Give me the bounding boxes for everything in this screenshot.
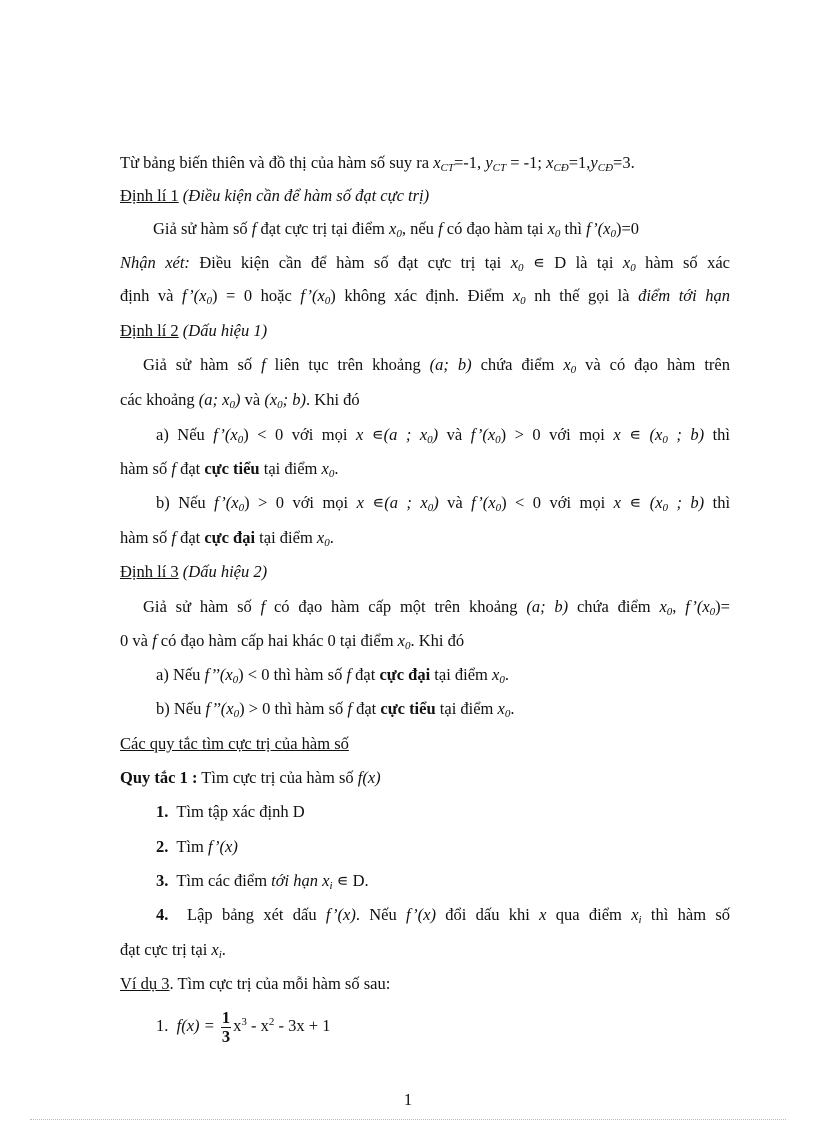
text: a) Nếu xyxy=(156,665,205,684)
var: x xyxy=(563,355,571,374)
heading-desc: (Dấu hiệu 1) xyxy=(182,321,268,340)
subscript: 0 xyxy=(427,502,434,514)
text: Giả sử hàm số xyxy=(143,355,262,374)
text: Tìm các điểm xyxy=(176,871,272,890)
subscript: CT xyxy=(492,162,507,174)
text: =1, xyxy=(568,153,591,172)
subscript: 0 xyxy=(662,502,669,514)
var: f’(x xyxy=(470,425,496,444)
emphasis: cực tiểu xyxy=(204,459,260,478)
item-number: 1. xyxy=(156,1016,169,1035)
text: . Nếu xyxy=(355,905,407,924)
text: đạt cực trị tại xyxy=(120,940,212,959)
text: b) Nếu xyxy=(156,699,206,718)
step-number: 4. xyxy=(156,905,169,924)
subscript: 0 xyxy=(328,468,335,480)
text: )= xyxy=(715,597,730,616)
superscript: 2 xyxy=(268,1016,275,1028)
text: thì xyxy=(704,493,731,512)
theorem-3-heading xyxy=(120,561,730,583)
subscript: 0 xyxy=(427,434,433,446)
var: x xyxy=(355,425,364,444)
interval: (x xyxy=(264,390,278,409)
var: x xyxy=(512,286,521,305)
step-2 xyxy=(156,836,766,858)
formula-lhs: f(x) = xyxy=(176,1016,219,1035)
heading: Định lí 1 xyxy=(120,186,179,205)
text: ) > 0 với mọi xyxy=(500,425,614,444)
fraction xyxy=(221,1009,231,1046)
subscript: i xyxy=(218,949,222,961)
text: . xyxy=(504,665,509,684)
var: f xyxy=(438,219,443,238)
text: và có đạo hàm trên xyxy=(576,355,730,374)
text: Tìm xyxy=(176,837,208,856)
interval: ; b) xyxy=(282,390,307,409)
emphasis: cực đại xyxy=(204,528,256,547)
subscript: 0 xyxy=(237,434,244,446)
interval: (a; b) xyxy=(526,597,569,616)
text: ∊ xyxy=(620,425,650,444)
subscript: 0 xyxy=(229,399,235,411)
var: f xyxy=(251,219,257,238)
emphasis: cực tiểu xyxy=(380,699,436,718)
text: - x xyxy=(246,1016,269,1035)
interval: (a ; x xyxy=(384,493,428,512)
subscript: i xyxy=(329,880,333,892)
var: f’(x) xyxy=(406,905,436,924)
text-line xyxy=(120,285,730,307)
text: thì xyxy=(560,219,587,238)
var: x xyxy=(546,153,554,172)
var: x xyxy=(613,493,621,512)
subscript: 0 xyxy=(570,364,577,376)
var: x xyxy=(492,665,500,684)
step-3 xyxy=(156,870,766,892)
term: điểm tới hạn xyxy=(638,286,730,305)
var: f(x) xyxy=(357,768,381,787)
var: y xyxy=(590,153,598,172)
interval: (x xyxy=(649,493,663,512)
text: , nếu xyxy=(401,219,439,238)
text: Điều kiện cần để hàm số đạt cực trị tại xyxy=(189,253,511,272)
var: f’(x xyxy=(586,219,611,238)
var: x xyxy=(316,528,325,547)
text: đổi dấu khi xyxy=(435,905,540,924)
text: hàm số xyxy=(120,459,172,478)
subscript: 0 xyxy=(277,399,283,411)
var: f’’(x xyxy=(204,665,233,684)
var: x xyxy=(613,425,621,444)
text: . xyxy=(334,459,339,478)
var: f xyxy=(261,355,266,374)
text: thì xyxy=(704,425,731,444)
text: 0 và xyxy=(120,631,153,650)
subscript: 0 xyxy=(499,674,505,686)
theorem-1-heading xyxy=(120,185,730,207)
interval: ) xyxy=(235,390,241,409)
subscript: 0 xyxy=(324,537,330,549)
interval: (a; b) xyxy=(429,355,472,374)
var: x xyxy=(389,219,397,238)
interval: (a; x xyxy=(198,390,230,409)
subscript: 0 xyxy=(233,708,240,720)
subscript: 0 xyxy=(324,295,331,307)
interval: ; b) xyxy=(668,493,705,512)
text: chứa điểm xyxy=(471,355,564,374)
text: có đạo hàm cấp một trên khoảng xyxy=(265,597,527,616)
interval: (a ; x xyxy=(383,425,428,444)
text: qua điểm xyxy=(546,905,632,924)
subscript: i xyxy=(638,914,642,926)
text: Giả sử hàm số xyxy=(143,597,261,616)
text: ) < 0 với mọi xyxy=(243,425,356,444)
text: , xyxy=(672,597,686,616)
subscript: 0 xyxy=(206,295,212,307)
var: f xyxy=(347,699,352,718)
text-line xyxy=(156,492,730,514)
subscript: 0 xyxy=(518,262,524,274)
footer-rule xyxy=(30,1119,786,1120)
subscript: 0 xyxy=(630,262,636,274)
text: đạt xyxy=(351,699,381,718)
subscript: CT xyxy=(440,162,454,174)
text: = -1; xyxy=(506,153,547,172)
text: tại điểm xyxy=(430,665,493,684)
subscript: 0 xyxy=(495,502,502,514)
text-line xyxy=(156,664,766,686)
var: x xyxy=(356,493,364,512)
formula-1 xyxy=(156,1008,766,1046)
subscript: 0 xyxy=(520,295,526,307)
text: ∊ xyxy=(620,493,650,512)
text: và xyxy=(438,425,471,444)
theorem-2-heading xyxy=(120,320,730,342)
text: b) Nếu xyxy=(156,493,215,512)
text: . xyxy=(510,699,515,718)
subscript: 0 xyxy=(396,228,402,240)
text: )=0 xyxy=(616,219,640,238)
text: đạt xyxy=(175,459,205,478)
step-4-cont xyxy=(120,939,730,961)
var: f xyxy=(346,665,352,684)
text: ∊ D. xyxy=(332,871,369,890)
text: Lập bảng xét dấu xyxy=(186,905,326,924)
var: x xyxy=(211,940,219,959)
text: - 3x + 1 xyxy=(274,1016,331,1035)
subscript: 0 xyxy=(232,674,239,686)
var: f’(x xyxy=(213,425,238,444)
interval: (x xyxy=(649,425,663,444)
text: đạt cực trị tại điểm xyxy=(256,219,390,238)
step-number: 3. xyxy=(156,871,169,890)
text: đạt xyxy=(351,665,380,684)
text: Tìm tập xác định D xyxy=(176,802,305,821)
var: x xyxy=(622,253,631,272)
step-number: 1. xyxy=(156,802,169,821)
text: ∊ D là tại xyxy=(523,253,623,272)
text: tại điểm xyxy=(435,699,498,718)
var: f’(x xyxy=(214,493,239,512)
heading: Định lí 2 xyxy=(120,321,179,340)
text: chứa điểm xyxy=(568,597,660,616)
note-label: Nhận xét: xyxy=(120,253,190,272)
subscript: 0 xyxy=(495,434,501,446)
text: . Khi đó xyxy=(410,631,465,650)
var: x xyxy=(322,871,330,890)
text: hàm số xác xyxy=(635,253,730,272)
text-line xyxy=(120,252,730,274)
heading-desc: (Dấu hiệu 2) xyxy=(182,562,268,581)
text-line xyxy=(120,458,730,480)
text: định và xyxy=(120,286,183,305)
var: x xyxy=(547,219,555,238)
var: x xyxy=(321,459,329,478)
text: liên tục trên khoảng xyxy=(265,355,430,374)
var: f xyxy=(171,459,176,478)
var: f’(x) xyxy=(325,905,356,924)
var: x xyxy=(433,153,441,172)
text: x xyxy=(233,1016,242,1035)
text: ) < 0 thì hàm số xyxy=(238,665,347,684)
text: . Khi đó xyxy=(306,390,360,409)
text: nh thế gọi là xyxy=(525,286,639,305)
var: f xyxy=(152,631,157,650)
interval: ) xyxy=(433,493,439,512)
heading-desc: (Điều kiện cần để hàm số đạt cực trị) xyxy=(182,186,430,205)
text: ) > 0 với mọi xyxy=(244,493,357,512)
subscript: CĐ xyxy=(597,162,614,174)
superscript: 3 xyxy=(241,1016,247,1028)
text-line xyxy=(153,218,763,240)
page-number: 1 xyxy=(403,1090,413,1109)
text: . xyxy=(221,940,226,959)
step-1 xyxy=(156,801,766,823)
subscript: 0 xyxy=(504,708,511,720)
numerator: 1 xyxy=(221,1007,231,1027)
subscript: 0 xyxy=(666,606,673,618)
text: hàm số xyxy=(120,528,172,547)
rules-heading xyxy=(120,733,730,755)
text-line xyxy=(120,152,730,174)
text-line xyxy=(120,389,730,411)
text: ) = 0 hoặc xyxy=(211,286,301,305)
text-line xyxy=(120,630,730,652)
text: ∊ xyxy=(363,493,385,512)
text: ) < 0 với mọi xyxy=(501,493,614,512)
example-label: Ví dụ 3 xyxy=(120,974,170,993)
text: =-1, xyxy=(454,153,486,172)
text: ) không xác định. Điểm xyxy=(330,286,513,305)
text-line xyxy=(156,424,730,446)
var: f’(x xyxy=(685,597,710,616)
text: và xyxy=(240,390,265,409)
interval: ) xyxy=(432,425,439,444)
subscript: CĐ xyxy=(553,162,569,174)
text: thì hàm số xyxy=(641,905,730,924)
text: Tìm cực trị của hàm số xyxy=(197,768,358,787)
var: y xyxy=(485,153,493,172)
var: x xyxy=(397,631,405,650)
var: f’(x xyxy=(471,493,496,512)
text: có đạo hàm cấp hai khác 0 tại điểm xyxy=(156,631,398,650)
subscript: 0 xyxy=(709,606,716,618)
var: f’(x xyxy=(300,286,325,305)
var: f’(x) xyxy=(207,837,238,856)
emphasis: cực đại xyxy=(379,665,431,684)
text-line xyxy=(120,527,730,549)
step-number: 2. xyxy=(156,837,169,856)
example-3 xyxy=(120,973,730,995)
text: ) > 0 thì hàm số xyxy=(239,699,348,718)
text-line xyxy=(156,698,766,720)
text-line xyxy=(143,354,730,376)
var: x xyxy=(510,253,519,272)
text: tại điểm xyxy=(259,459,322,478)
heading: Các quy tắc tìm cực trị của hàm số xyxy=(120,734,349,753)
var: x xyxy=(659,597,667,616)
var: f xyxy=(171,528,176,547)
var: f’’(x xyxy=(205,699,234,718)
text: và xyxy=(438,493,472,512)
text: tại điểm xyxy=(255,528,317,547)
subscript: 0 xyxy=(405,640,411,652)
text: có đạo hàm tại xyxy=(442,219,548,238)
subscript: 0 xyxy=(554,228,561,240)
subscript: 0 xyxy=(610,228,616,240)
text: =3. xyxy=(613,153,635,172)
text: . xyxy=(329,528,334,547)
text: ∊ xyxy=(363,425,384,444)
term: tới hạn xyxy=(271,871,319,890)
step-4 xyxy=(156,904,730,926)
heading: Định lí 3 xyxy=(120,562,179,581)
subscript: 0 xyxy=(662,434,668,446)
rule-1 xyxy=(120,767,730,789)
interval: ; b) xyxy=(667,425,705,444)
text-line xyxy=(143,596,730,618)
rule-label: Quy tắc 1 : xyxy=(120,768,198,787)
var: x xyxy=(539,905,547,924)
text: Từ bảng biến thiên và đồ thị của hàm số suy ra xyxy=(120,153,434,172)
var: f’(x xyxy=(182,286,207,305)
var: f xyxy=(260,597,266,616)
text: Giả sử hàm số xyxy=(153,219,252,238)
text: a) Nếu xyxy=(156,425,214,444)
text: . Tìm cực trị của mỗi hàm số sau: xyxy=(169,974,391,993)
var: x xyxy=(497,699,505,718)
text: các khoảng xyxy=(120,390,199,409)
var: x xyxy=(631,905,639,924)
text: đạt xyxy=(175,528,205,547)
subscript: 0 xyxy=(238,502,245,514)
denominator: 3 xyxy=(221,1026,231,1046)
